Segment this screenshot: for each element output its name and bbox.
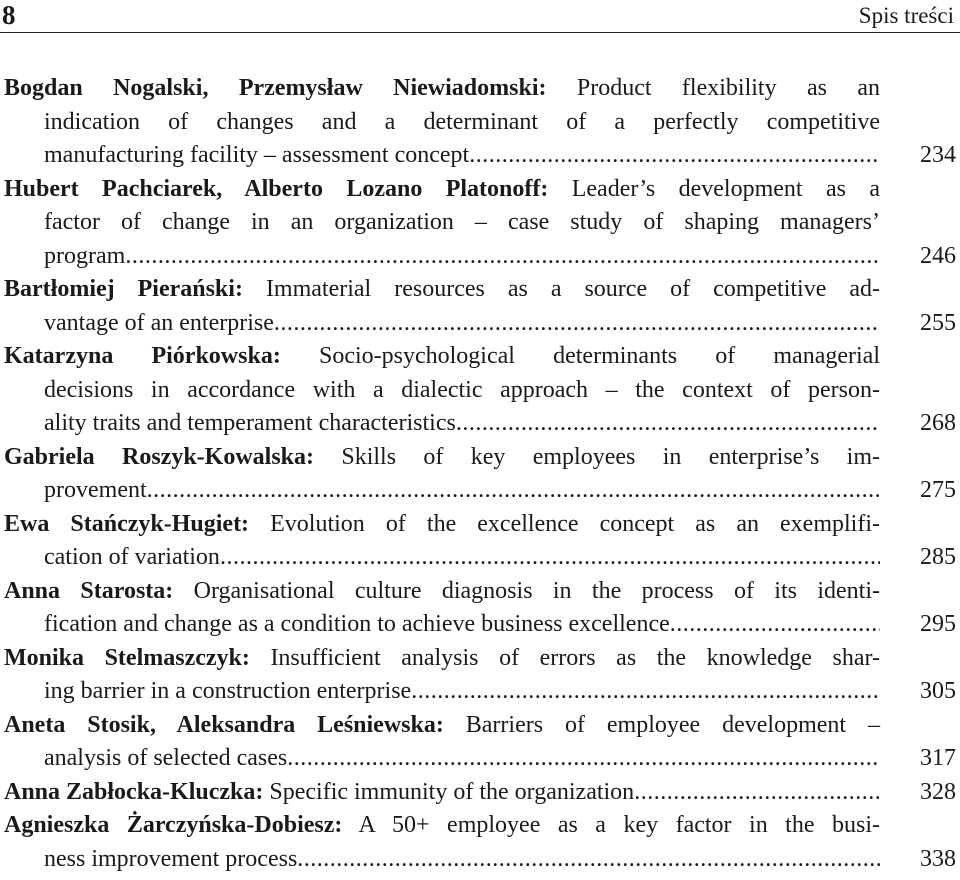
toc-entry-title-line (4, 608, 880, 642)
toc-entry-authors: Anna Zabłocka-Kluczka: (4, 778, 264, 805)
toc-entry-first-line (4, 273, 880, 307)
dot-leader (274, 307, 880, 341)
toc-entry-title: Socio-psychological determinants of managerial (280, 343, 880, 369)
dot-leader (287, 742, 880, 776)
toc-entry[interactable] (4, 575, 956, 642)
toc-entry[interactable] (4, 809, 956, 876)
toc-page-number: 338 (920, 845, 956, 872)
toc-entry-title-end: provement (44, 477, 147, 503)
toc-entry[interactable] (4, 273, 956, 340)
toc-entry-title-end: ness improvement process (44, 845, 298, 872)
running-title: Spis treści (858, 3, 954, 28)
toc-entry-title-end: vantage of an enterprise (44, 309, 274, 336)
toc-entry-authors: Gabriela Roszyk-Kowalska: (4, 443, 315, 470)
toc-entry-first-line (4, 508, 880, 542)
toc-entry-title: Product flexibility as an (546, 75, 880, 101)
dot-leader (297, 843, 880, 877)
toc-page-number: 234 (920, 142, 956, 168)
toc-page-number: 328 (920, 778, 956, 805)
toc-entry[interactable] (4, 642, 956, 709)
toc-entry-authors: Bogdan Nogalski, Przemysław Niewiadomski: (4, 75, 547, 101)
toc-entry-first-line (4, 642, 880, 676)
toc-entry-title-line (4, 843, 880, 877)
dot-leader (125, 240, 880, 274)
toc-entry-authors: Katarzyna Piórkowska: (4, 343, 281, 369)
toc-entry[interactable] (4, 72, 956, 173)
dot-leader (220, 541, 880, 575)
toc-page-number: 246 (920, 242, 956, 269)
toc-entry-title: Specific immunity of the organization (263, 778, 635, 805)
toc-page-number: 275 (920, 477, 956, 503)
toc-entry-first-line (4, 776, 880, 810)
dot-leader (469, 139, 880, 173)
toc-entry-title: Insufficient analysis of errors as the knowledge shar- (249, 644, 880, 671)
toc-entry-first-line (4, 340, 880, 374)
header-rule (0, 32, 960, 33)
toc-entry-title-line (4, 742, 880, 776)
toc-entry-title-line (4, 474, 880, 508)
toc-entry-title-line (4, 541, 880, 575)
toc-entry[interactable] (4, 441, 956, 508)
toc-entry[interactable] (4, 776, 956, 810)
dot-leader (147, 474, 880, 508)
toc-entry-first-line (4, 709, 880, 743)
toc-entry-title-end: program (44, 242, 126, 269)
toc-page-number: 295 (920, 611, 956, 637)
toc-entry-title-line (4, 675, 880, 709)
toc-entry-title-line (4, 139, 880, 173)
toc-entry-first-line (4, 575, 880, 609)
toc-entry-title-line: indication of changes and a determinant of a perfectly competitive (44, 108, 880, 135)
toc-page-number: 305 (920, 678, 956, 704)
toc-entry[interactable] (4, 709, 956, 776)
toc-entry[interactable] (4, 508, 956, 575)
toc-entry-first-line (4, 809, 880, 843)
toc-entry-title-end: fication and change as a condition to achieve business excellence (44, 611, 670, 637)
page-header (0, 0, 960, 30)
toc-entry-first-line (4, 173, 880, 207)
dot-leader (411, 675, 880, 709)
dot-leader (634, 776, 880, 810)
toc-entry-title-end: cation of variation (44, 544, 220, 570)
toc-entry-authors: Agnieszka Żarczyńska-Dobiesz: (4, 812, 343, 838)
toc-page-number: 285 (920, 544, 956, 570)
page-number: 8 (2, 0, 16, 30)
toc-entry-title: A 50+ employee as a key factor in the busi- (342, 812, 880, 838)
toc-entry-authors: Monika Stelmaszczyk: (4, 644, 250, 671)
dot-leader (670, 608, 880, 642)
toc-entry-authors: Bartłomiej Pierański: (4, 276, 243, 302)
dot-leader (456, 407, 880, 441)
toc-entry-title-line (4, 307, 880, 341)
toc-entry-title: Leader’s development as a (548, 175, 880, 202)
toc-entry-authors: Hubert Pachciarek, Alberto Lozano Platonoff: (4, 175, 549, 202)
toc-entry-authors: Anna Starosta: (4, 577, 174, 604)
toc-entry-title: Skills of key employees in enterprise’s im- (314, 443, 880, 470)
toc-page-number: 268 (920, 410, 956, 436)
toc-entry[interactable] (4, 173, 956, 274)
toc-entry-title-end: analysis of selected cases (44, 745, 288, 771)
toc-entry-title: Barriers of employee development – (443, 711, 881, 738)
toc-entry-title-line (4, 240, 880, 274)
toc-entry[interactable] (4, 340, 956, 441)
toc-page-number: 317 (920, 745, 956, 771)
toc-entry-title: Organisational culture diagnosis in the process of its identi- (173, 577, 880, 604)
toc-page-number: 255 (920, 309, 956, 336)
toc-entry-title-end: ing barrier in a construction enterprise (44, 678, 412, 704)
toc-entry-title-end: ality traits and temperament characteristics (44, 410, 456, 436)
toc-entry-title-line: decisions in accordance with a dialectic approach – the context of person- (44, 376, 880, 403)
table-of-contents (4, 72, 956, 876)
toc-entry-first-line (4, 441, 880, 475)
toc-entry-authors: Aneta Stosik, Aleksandra Leśniewska: (4, 711, 444, 738)
toc-entry-authors: Ewa Stańczyk-Hugiet: (4, 510, 250, 537)
toc-entry-title: Evolution of the excellence concept as an exemplifi- (249, 510, 880, 537)
toc-entry-title-line (4, 407, 880, 441)
toc-entry-first-line (4, 72, 880, 106)
toc-entry-title: Immaterial resources as a source of competitive ad- (242, 276, 881, 302)
toc-entry-title-line: factor of change in an organization – case study of shaping managers’ (44, 209, 880, 235)
toc-entry-title-end: manufacturing facility – assessment concept (44, 142, 470, 168)
